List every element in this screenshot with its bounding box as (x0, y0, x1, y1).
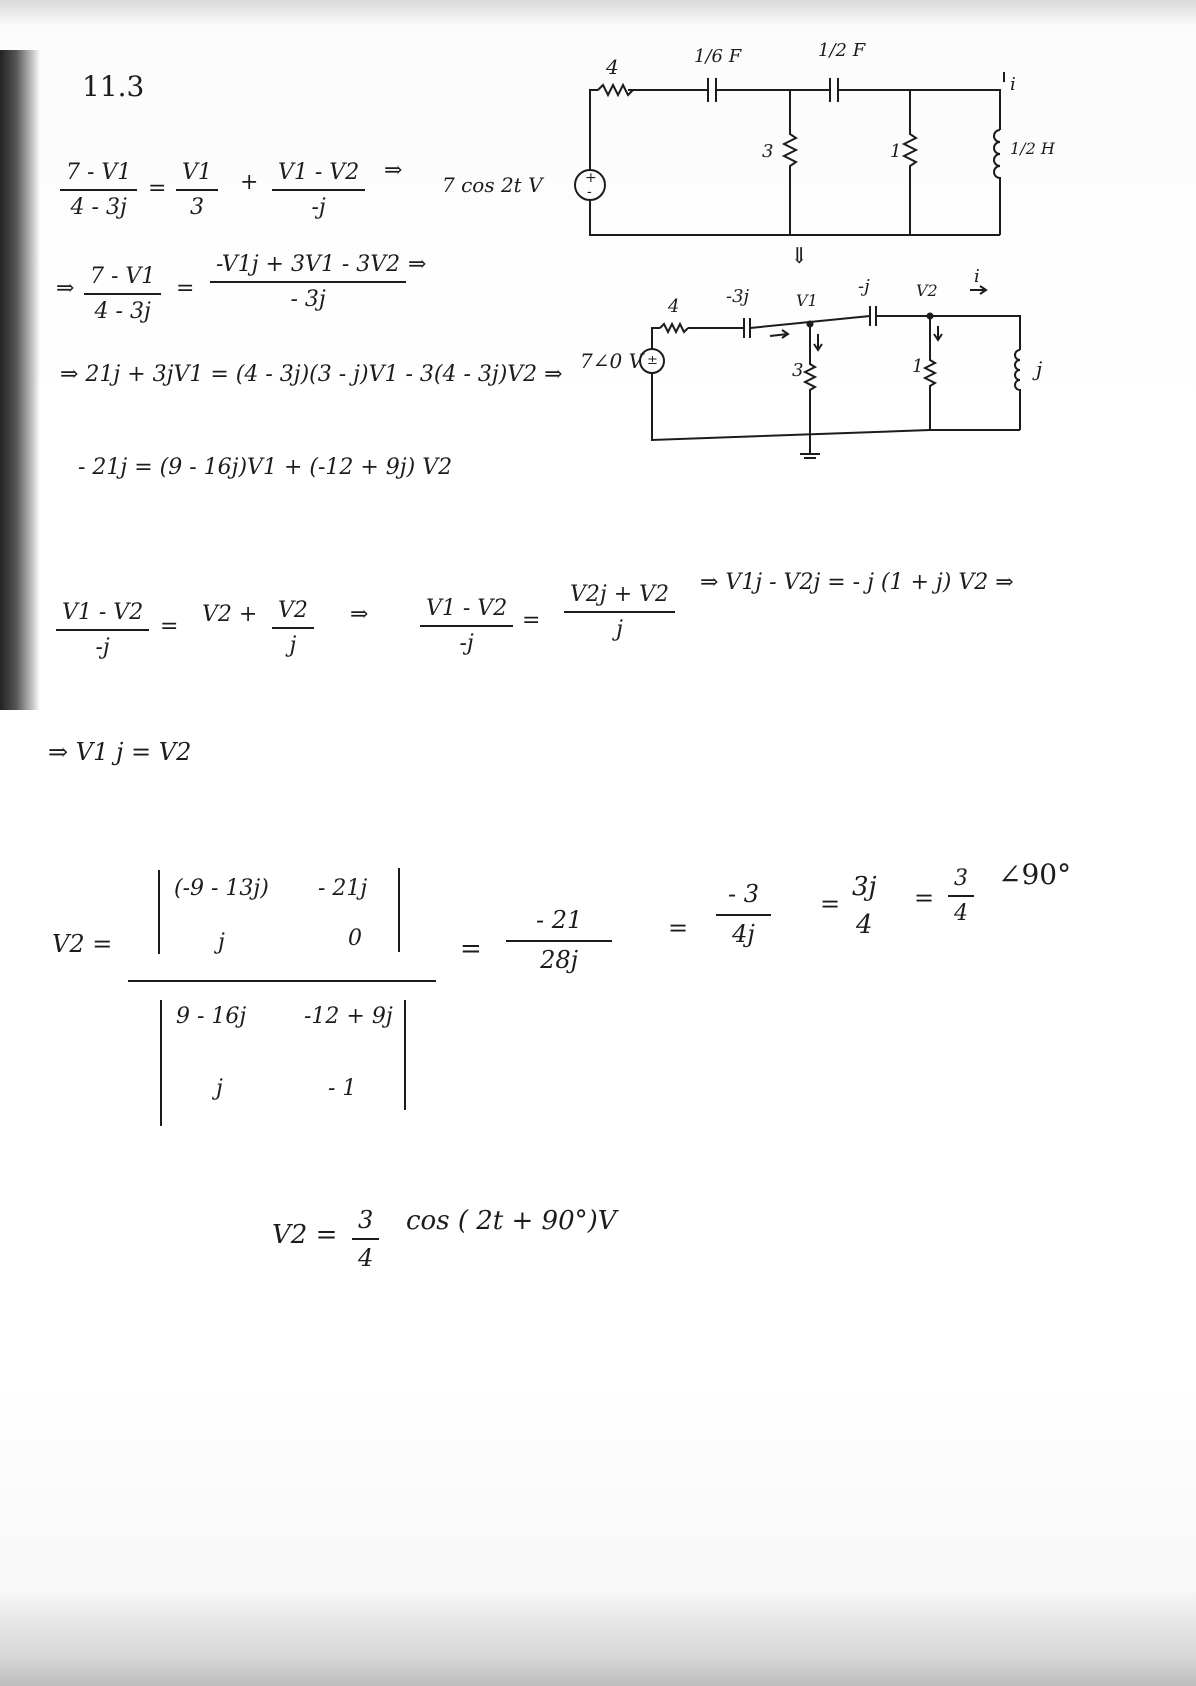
eq5-term-fraction (272, 598, 314, 658)
cramer-equals-1: = (460, 934, 482, 964)
eq2-implies: ⇒ (408, 252, 427, 277)
cramer-frac4-denominator: 4 (954, 901, 968, 926)
page-left-shadow (0, 50, 40, 710)
cramer-frac1-numerator: - 21 (506, 906, 612, 942)
eq1-term1-denominator: 3 (189, 195, 204, 220)
den-r1c1: 9 - 16j (176, 1004, 247, 1029)
circuit-cap1-label: 1/6 F (694, 46, 742, 67)
final-lhs: V2 = (272, 1220, 338, 1250)
cramer-frac3 (846, 872, 883, 940)
circuit-current-label: i (1010, 74, 1016, 95)
eq5-frac3-numerator: V2j + V2 (564, 582, 675, 613)
eq5-frac2-numerator: V1 - V2 (420, 596, 513, 627)
denominator-det-right-bar (404, 1000, 406, 1110)
eq5-equals2: = (522, 608, 541, 633)
num-r2c1: j (218, 930, 225, 955)
eq5-term-denominator: j (289, 633, 297, 658)
circuit-inductor-label: 1/2 H (1010, 139, 1055, 158)
eq5-term-numerator: V2 (272, 598, 314, 629)
eq5-middle: V2 + (202, 602, 258, 627)
phasor-node1-label: V1 (796, 291, 818, 310)
cramer-equals-2: = (668, 914, 689, 942)
eq2-rhs-numerator: -V1j + 3V1 - 3V2 (210, 252, 406, 283)
eq2-lhs-numerator: 7 - V1 (84, 264, 161, 295)
cramer-main-fraction-bar (128, 980, 436, 982)
page-top-shadow (0, 0, 1196, 26)
cramer-frac2-numerator: - 3 (716, 880, 771, 916)
cramer-frac4-numerator: 3 (948, 866, 974, 897)
cramer-angle: ∠90° (998, 858, 1072, 891)
eq1-implies: ⇒ (384, 158, 403, 183)
circuit-diagram (442, 30, 1060, 240)
den-r1c2: -12 + 9j (304, 1004, 393, 1029)
num-r2c2: 0 (348, 926, 362, 951)
eq1-lhs-denominator: 4 - 3j (70, 195, 127, 220)
phasor-cap2-label: -j (858, 276, 870, 297)
circuit-resistor-shunt2-label: 1 (890, 141, 902, 162)
eq2-lhs-fraction (84, 264, 161, 324)
cramer-frac1-denominator: 28j (540, 946, 579, 974)
cramer-frac3-numerator: 3j (852, 872, 877, 902)
final-fraction-numerator: 3 (352, 1206, 379, 1240)
eq1-equals: = (148, 176, 167, 201)
final-fraction (352, 1206, 379, 1272)
phasor-cap1-label: -3j (726, 286, 750, 307)
circuit-source-minus: - (587, 184, 592, 200)
phasor-resistor-shunt2-label: 1 (912, 356, 924, 377)
eq2-lhs-denominator: 4 - 3j (94, 299, 151, 324)
eq5-implies: ⇒ (350, 602, 369, 627)
final-rhs: cos ( 2t + 90°)V (406, 1206, 617, 1236)
phasor-node-2-dot (927, 313, 934, 320)
problem-number: 11.3 (82, 70, 145, 103)
eq2-lead-implies: ⇒ (56, 276, 75, 301)
cramer-frac4 (948, 866, 974, 926)
circuit-resistor-shunt1-label: 3 (762, 141, 774, 162)
eq5-tail: ⇒ V1j - V2j = - j (1 + j) V2 ⇒ (700, 570, 1014, 595)
denominator-det-left-bar (160, 1000, 162, 1126)
eq3-line: ⇒ 21j + 3jV1 = (4 - 3j)(3 - j)V1 - 3(4 - 3j)V2 ⇒ (60, 362, 563, 387)
numerator-det-left-bar (158, 870, 160, 954)
eq1-term1-fraction (176, 160, 218, 220)
numerator-det-right-bar (398, 868, 400, 952)
phasor-source-plus: ± (647, 353, 658, 368)
phasor-resistor-shunt1-label: 3 (792, 360, 804, 381)
eq6-line: ⇒ V1 j = V2 (48, 738, 192, 766)
den-r2c2: - 1 (328, 1076, 357, 1101)
final-fraction-denominator: 4 (358, 1244, 374, 1272)
cramer-equals-3: = (820, 890, 841, 918)
phasor-resistor-series-label: 4 (668, 296, 680, 317)
phasor-current-label: i (974, 266, 980, 287)
eq1-term2-denominator: -j (311, 195, 326, 220)
eq1-term2-fraction (272, 160, 365, 220)
eq1-lhs-numerator: 7 - V1 (60, 160, 137, 191)
circuit-resistor-series-label: 4 (606, 55, 619, 79)
cramer-frac2 (716, 880, 771, 948)
eq5-frac3-denominator: j (616, 617, 623, 642)
eq5-frac3 (564, 582, 675, 642)
phasor-inductor-label: j (1036, 357, 1043, 381)
num-r1c1: (-9 - 13j) (174, 876, 269, 901)
eq1-term2-numerator: V1 - V2 (272, 160, 365, 191)
cramer-frac2-denominator: 4j (732, 920, 755, 948)
phasor-node-1-dot (807, 321, 814, 328)
eq5-lhs-numerator: V1 - V2 (56, 600, 149, 631)
phasor-node2-label: V2 (916, 281, 938, 300)
circuit-cap2-label: 1/2 F (818, 40, 866, 61)
eq2-equals: = (176, 276, 195, 301)
page-bottom-shadow (0, 1590, 1196, 1686)
eq5-equals: = (160, 614, 179, 639)
transform-arrow: ⇓ (790, 244, 809, 269)
eq1-lhs-fraction (60, 160, 137, 220)
eq5-lhs-fraction (56, 600, 149, 660)
phasor-circuit-diagram (570, 260, 1070, 460)
cramer-equals-4: = (914, 884, 935, 912)
eq1-term1-numerator: V1 (176, 160, 218, 191)
cramer-frac1 (506, 906, 612, 974)
phasor-source-label: 7∠0 V (580, 349, 644, 373)
eq5-frac2 (420, 596, 513, 656)
circuit-source-plus: + (585, 170, 597, 186)
eq4-line: - 21j = (9 - 16j)V1 + (-12 + 9j) V2 (78, 455, 453, 480)
eq5-frac2-denominator: -j (459, 631, 474, 656)
eq2-rhs-fraction (210, 252, 406, 312)
circuit-source-label: 7 cos 2t V (442, 173, 543, 197)
eq5-lhs-denominator: -j (95, 635, 110, 660)
eq1-plus: + (240, 170, 259, 195)
den-r2c1: j (216, 1076, 223, 1101)
cramer-lhs: V2 = (52, 930, 113, 958)
cramer-frac3-denominator: 4 (856, 910, 873, 940)
eq2-rhs-denominator: - 3j (290, 287, 326, 312)
num-r1c2: - 21j (318, 876, 368, 901)
